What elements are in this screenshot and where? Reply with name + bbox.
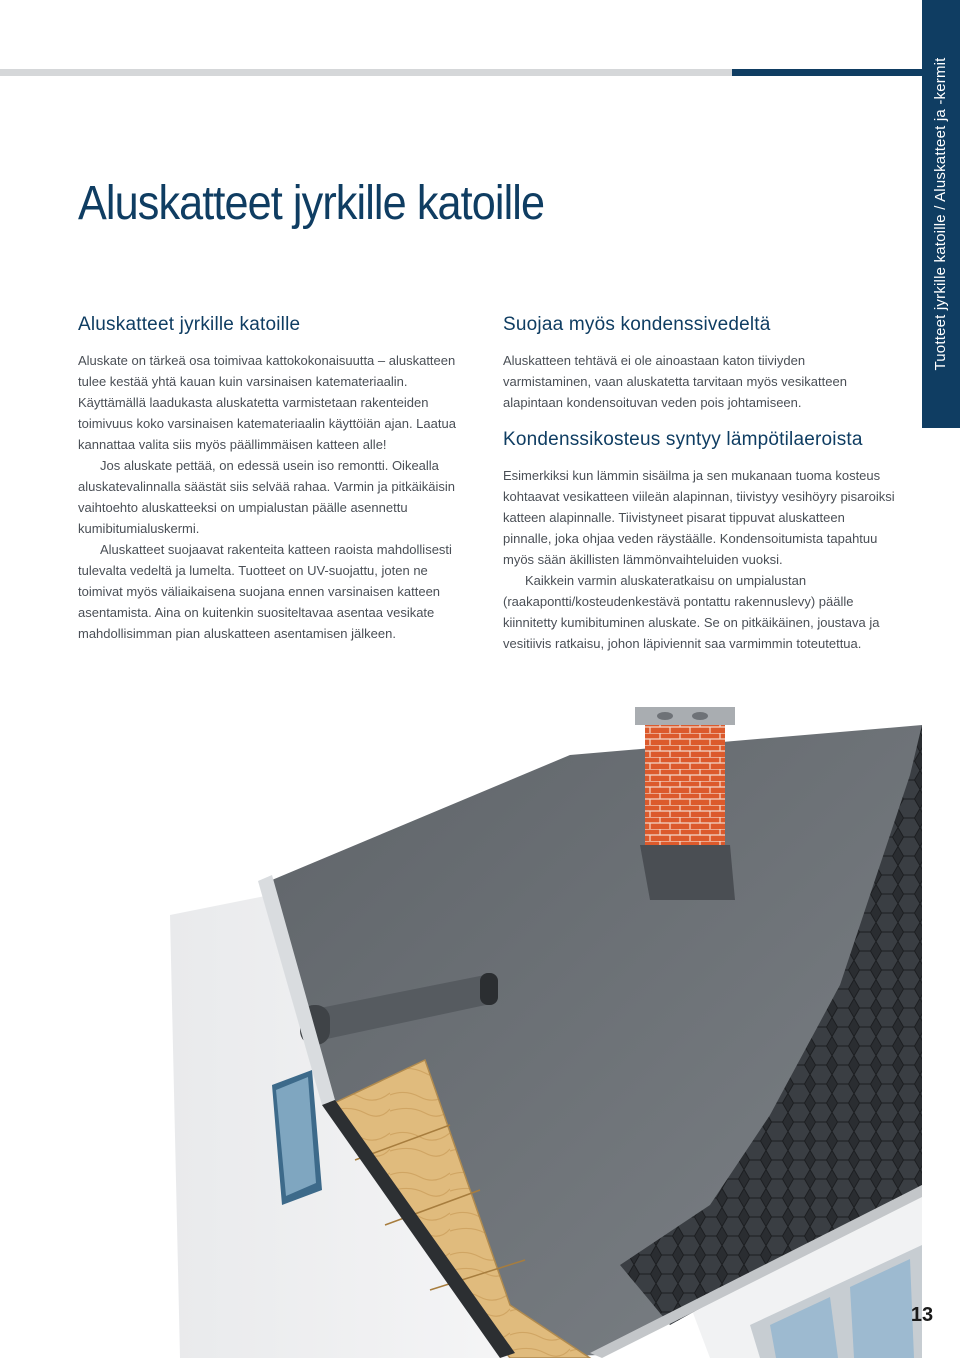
- left-paragraph-2: Jos aluskate pettää, on edessä usein iso remontti. Oikealla aluskatevalinnalla säästät siis selvää rahaa. Varmin ja pitkäikäisin vaihtoehto aluskatteeksi on umpialustan päälle asennettu kumibitumialuskermi.: [78, 458, 455, 536]
- roof-illustration: [150, 685, 922, 1358]
- left-paragraph-3: Aluskatteet suojaavat rakenteita katteen raoista mahdollisesti tulevalta vedeltä ja lumelta. Tuotteet on UV-suojattu, joten ne toimivat myös väliaikaisena suojana ennen varsinaisen katteen asentamista. Aina on kuitenkin suositeltavaa asentaa vesikate mahdollisimman pian aluskatteen asentamisen jälkeen.: [78, 542, 452, 641]
- right-column: [503, 314, 895, 654]
- right-paragraph-2: Esimerkiksi kun lämmin sisäilma ja sen mukanaan tuoma kosteus kohtaavat vesikatteen viileän alapinnan, tiivistyy vesihöyry pisaroiksi katteen alapinnalle. Tiivistyneet pisarat tippuvat aluskatteen pinnalle, joka ohjaa veden räystäälle. Kondensoitumista tapahtuu myös sään äkillisten lämmönvaihteluiden vuoksi.: [503, 468, 895, 567]
- page-number: 13: [910, 1304, 934, 1326]
- right-paragraph-3: Kaikkein varmin aluskateratkaisu on umpialustan (raakapontti/kosteudenkestävä pontattu rakennuslevy) päälle kiinnitetty kumibituminen aluskate. Se on pitkäikäinen, joustava ja vesitiivis ratkaisu, johon läpiviennit saa varmimmin toteutettua.: [503, 573, 880, 651]
- left-paragraph-1: Aluskate on tärkeä osa toimivaa kattokokonaisuutta – aluskatteen tulee kestää yhtä kauan kuin varsinaisen katemateriaalin. Käyttämällä laadukasta aluskatetta varmistetaan rakenteiden toimivuus koko varsinaisen katemateriaalin käyttöiän ajan. Laatua kannattaa valita siis myös päällimmäisen katteen alle!: [78, 353, 456, 452]
- temperature-difference-heading: Kondenssikosteus syntyy lämpötilaeroista: [503, 429, 863, 450]
- section-side-tab-label: Tuotteet jyrkille katoille / Aluskatteet ja -kermit: [932, 57, 949, 371]
- header-rule-gray: [0, 69, 732, 76]
- left-column: [78, 314, 470, 644]
- chimney: [635, 707, 735, 900]
- left-column-heading: Aluskatteet jyrkille katoille: [78, 314, 301, 335]
- condensation-paragraph: Aluskatteen tehtävä ei ole ainoastaan katon tiiviyden varmistaminen, vaan aluskatetta tarvitaan myös vesikatteen alapintaan kondensoituvan veden pois johtamiseen.: [503, 353, 847, 410]
- condensation-heading: Suojaa myös kondenssivedeltä: [503, 314, 771, 335]
- page-title: Aluskatteet jyrkille katoille: [78, 177, 545, 230]
- section-side-tab: [922, 0, 960, 428]
- header-rule-blue: [732, 69, 922, 76]
